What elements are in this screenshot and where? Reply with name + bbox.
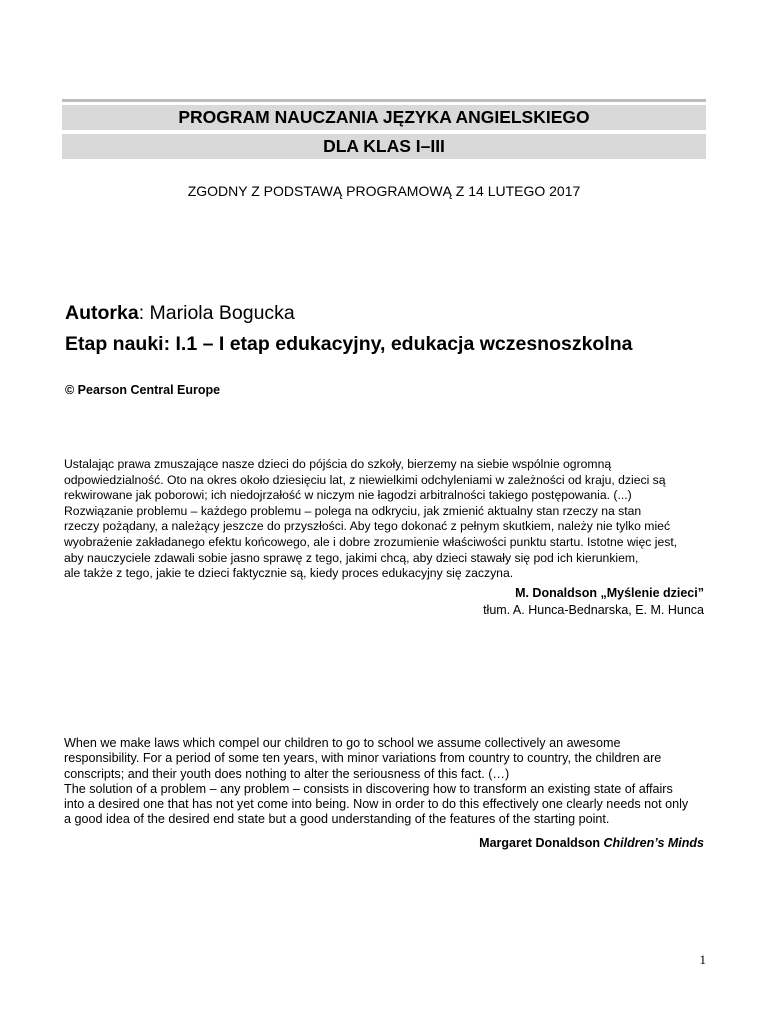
title-line-2: DLA KLAS I–III bbox=[62, 134, 706, 159]
author-line bbox=[65, 300, 295, 326]
title-top-rule bbox=[62, 99, 706, 102]
quote-english bbox=[64, 736, 706, 828]
quote-english-line: responsibility. For a period of some ten years, with minor variations from country to country, the children are bbox=[64, 751, 662, 766]
quote-english-attribution bbox=[479, 835, 704, 852]
page-number: 1 bbox=[699, 952, 706, 967]
quote-polish-translators: tłum. A. Hunca-Bednarska, E. M. Hunca bbox=[483, 603, 704, 617]
quote-polish-line: rekwirowane jak poborowi; ich niedojrzałość w niczym nie łagodzi arbitralności takiego postępowania. (...) bbox=[64, 488, 632, 503]
quote-polish-line: Rozwiązanie problemu – każdego problemu – polega na odkryciu, jak zmienić aktualny stan rzeczy na stan bbox=[64, 503, 642, 518]
copyright-notice: © Pearson Central Europe bbox=[65, 383, 221, 397]
quote-english-line: a good idea of the desired end state but a good understanding of the features of the starting point. bbox=[64, 812, 610, 827]
quote-english-line: conscripts; and their youth does nothing to alter the seriousness of this fact. (…) bbox=[64, 766, 510, 781]
subtitle: ZGODNY Z PODSTAWĄ PROGRAMOWĄ Z 14 LUTEGO 2017 bbox=[187, 183, 581, 199]
author-label: Autorka bbox=[65, 302, 139, 324]
quote-polish-attribution: M. Donaldson „Myślenie dzieci” bbox=[515, 586, 704, 600]
quote-english-author: Margaret Donaldson bbox=[479, 836, 601, 850]
quote-polish-line: aby nauczyciele zdawali sobie jasno sprawę z tego, jakimi chcą, aby dzieci stawały się pod ich kierunkiem, bbox=[64, 550, 639, 565]
quote-polish-line: ale także z tego, jakie te dzieci faktycznie są, kiedy proces edukacyjny się zaczyna. bbox=[64, 566, 514, 581]
author-separator: : bbox=[138, 302, 150, 324]
title-line-1: PROGRAM NAUCZANIA JĘZYKA ANGIELSKIEGO bbox=[62, 105, 706, 130]
quote-english-book-title: Children’s Minds bbox=[603, 836, 704, 850]
quote-polish-line: rzeczy pożądany, a należący jeszcze do przyszłości. Aby tego dokonać z pełnym skutkiem, należy nie tylko mieć bbox=[64, 519, 671, 534]
quote-polish bbox=[64, 457, 704, 582]
quote-polish-line: wyobrażenie zakładanego efektu końcowego, ale i dobre zrozumienie właściwości punktu startu. Istotne więc jest, bbox=[64, 534, 678, 549]
quote-english-line: into a desired one that has not yet come into being. Now in order to do this effectively one clearly needs not only bbox=[64, 797, 689, 812]
quote-polish-line: Ustalając prawa zmuszające nasze dzieci do pójścia do szkoły, bierzemy na siebie wspólnie ogromną bbox=[64, 457, 612, 471]
quote-english-line: The solution of a problem – any problem – consists in discovering how to transform an existing state of affairs bbox=[64, 781, 673, 796]
quote-english-line: When we make laws which compel our children to go to school we assume collectively an awesome bbox=[64, 736, 621, 750]
education-stage: Etap nauki: I.1 – I etap edukacyjny, edukacja wczesnoszkolna bbox=[65, 333, 633, 355]
author-name: Mariola Bogucka bbox=[149, 302, 295, 324]
quote-polish-line: odpowiedzialność. Oto na okres około dziesięciu lat, z niewielkimi odchyleniami w zależności od kraju, dzieci są bbox=[64, 472, 666, 487]
